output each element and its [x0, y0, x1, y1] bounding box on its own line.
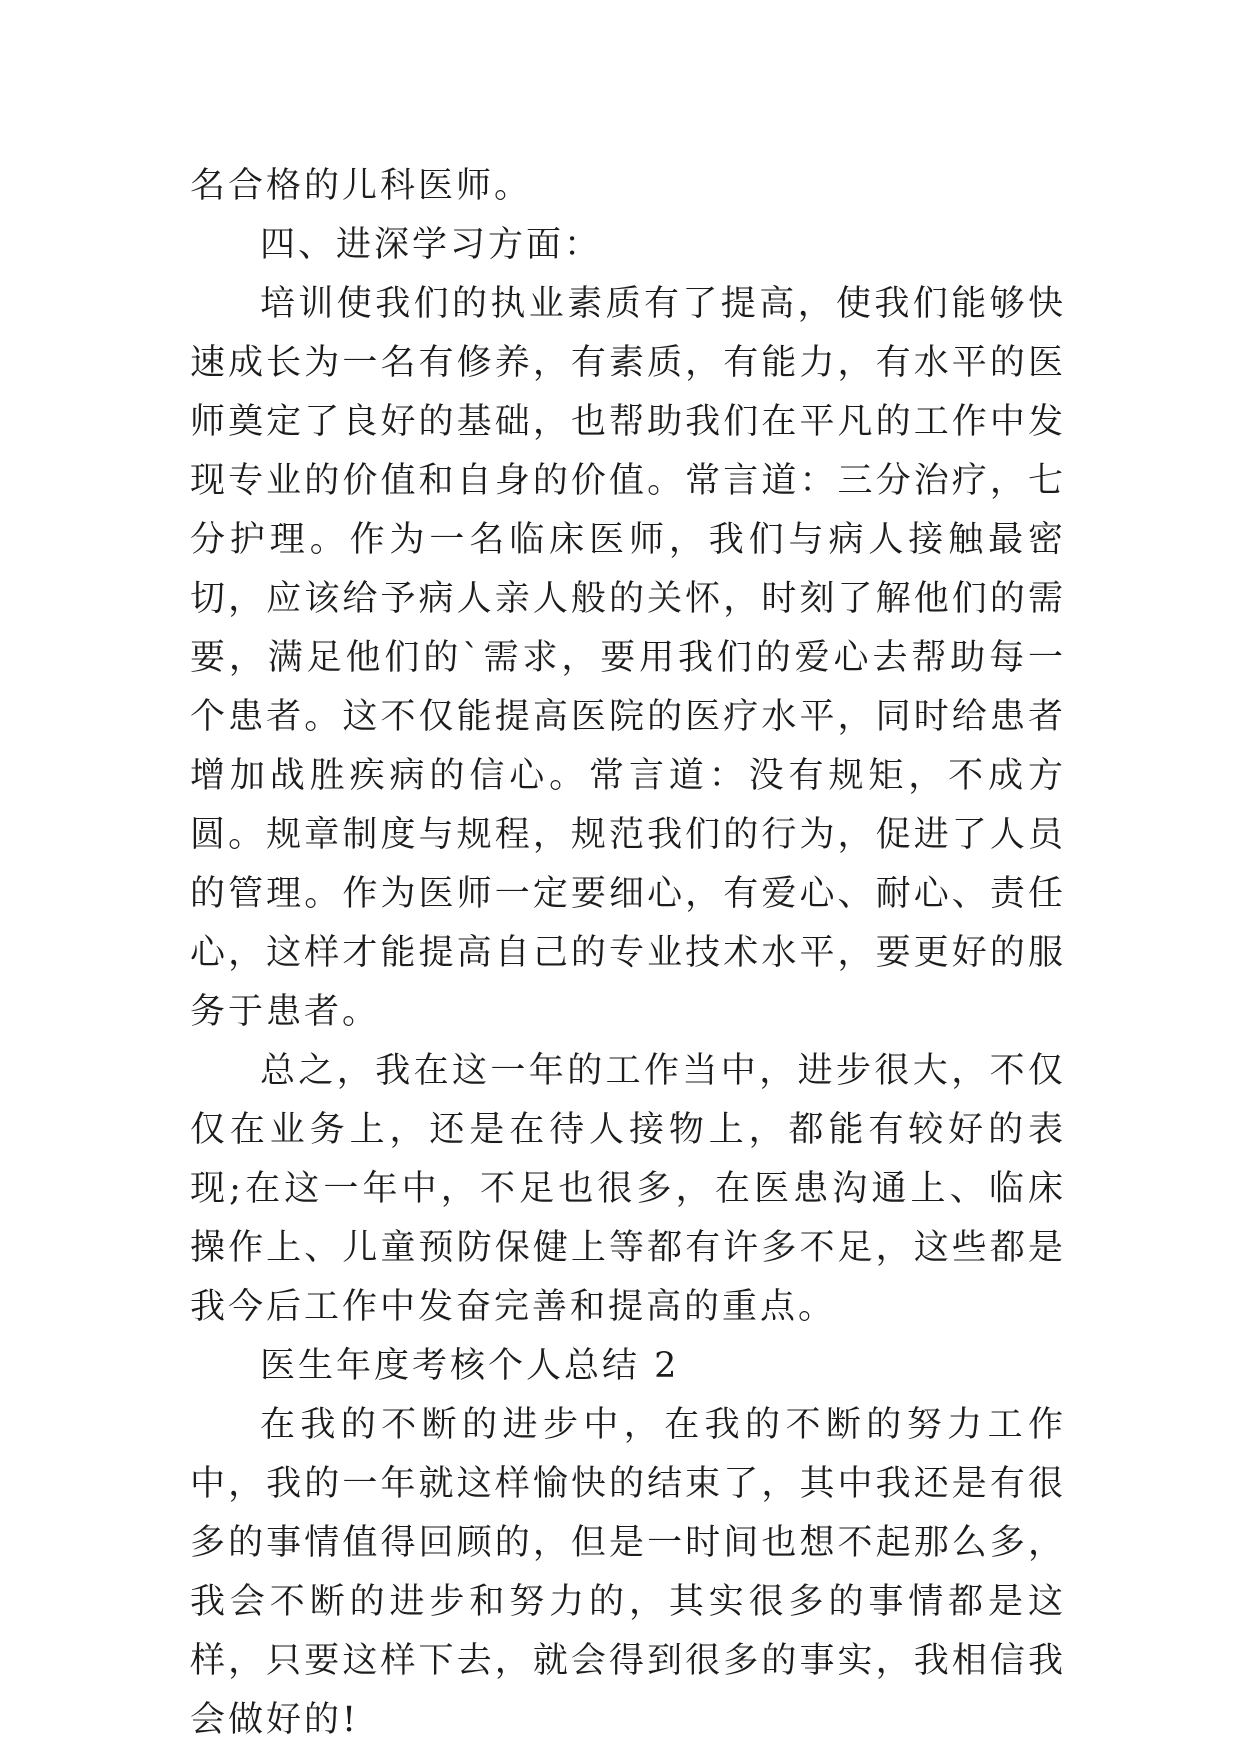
paragraph-progress: 在我的不断的进步中，在我的不断的努力工作中，我的一年就这样愉快的结束了，其中我还是有很多的事情值得回顾的，但是一时间也想不起那么多，我会不断的进步和努力的，其实很多的事情都是这样，只要这样下去，就会得到很多的事实，我相信我会做好的! — [190, 1405, 1066, 1740]
paragraph-continuation: 名合格的儿科医师。 — [190, 166, 533, 206]
paragraph-training: 培训使我们的执业素质有了提高，使我们能够快速成长为一名有修养，有素质，有能力，有水平的医师奠定了良好的基础，也帮助我们在平凡的工作中发现专业的价值和自身的价值。常言道：三分治疗，七分护理。作为一名临床医师，我们与病人接触最密切，应该给予病人亲人般的关怀，时刻了解他们的需要，满足他们的`需求，要用我们的爱心去帮助每一个患者。这不仅能提高医院的医疗水平，同时给患者增加战胜疾病的信心。常言道：没有规矩，不成方圆。规章制度与规程，规范我们的行为，促进了人员的管理。作为医师一定要细心，有爱心、耐心、责任心，这样才能提高自己的专业技术水平，要更好的服务于患者。 — [190, 284, 1066, 1032]
section-title-summary-2: 医生年度考核个人总结 2 — [260, 1346, 680, 1386]
paragraph-summary: 总之，我在这一年的工作当中，进步很大，不仅仅在业务上，还是在待人接物上，都能有较好的表现;在这一年中，不足也很多，在医患沟通上、临床操作上、儿童预防保健上等都有许多不足，这些都是我今后工作中发奋完善和提高的重点。 — [190, 1051, 1066, 1327]
section-heading-study: 四、进深学习方面： — [260, 225, 603, 265]
document-body — [190, 157, 1066, 1750]
